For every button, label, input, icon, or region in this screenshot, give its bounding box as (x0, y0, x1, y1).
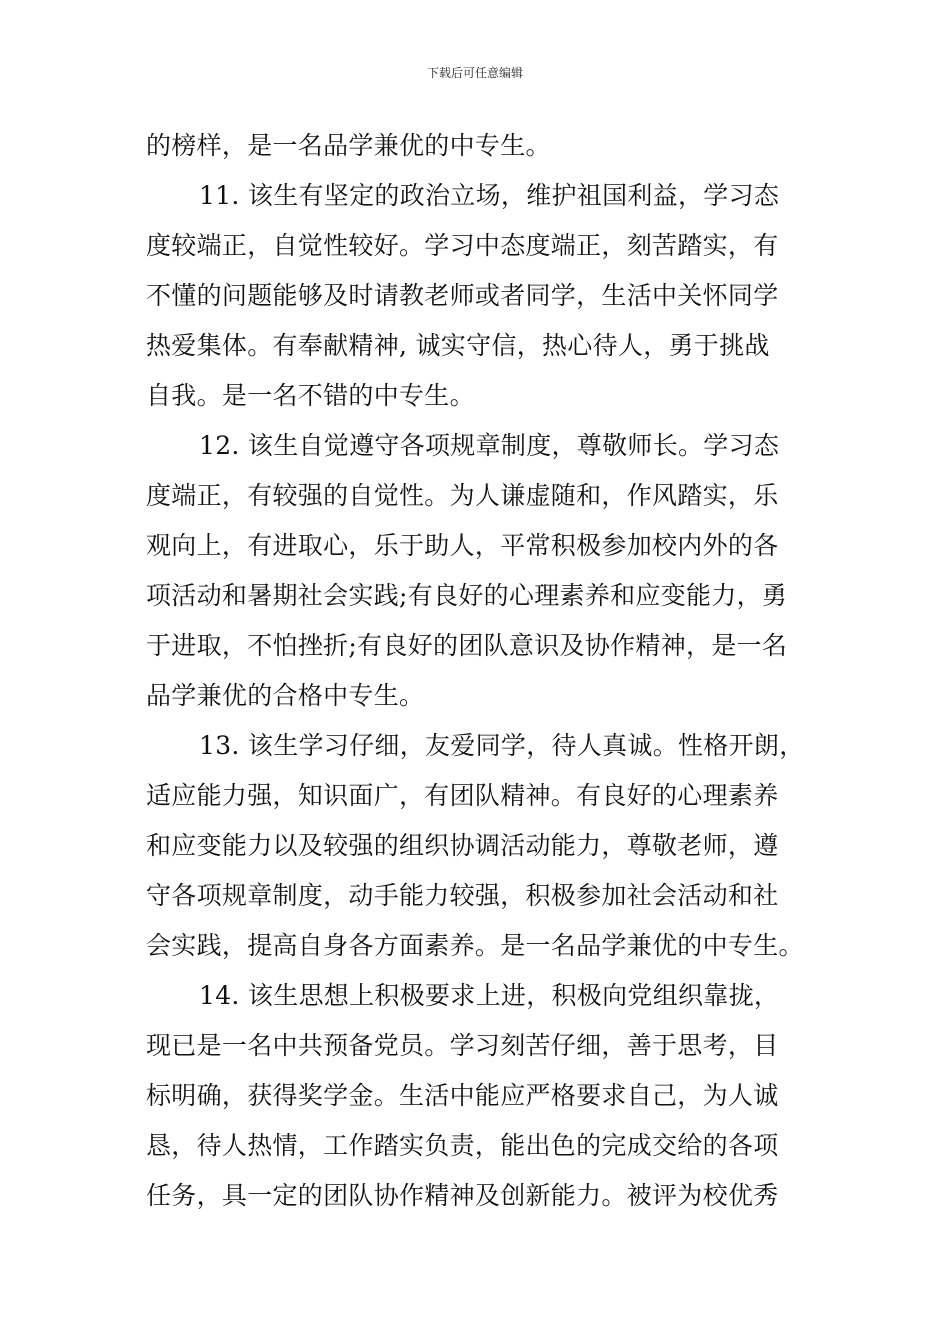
page-header: 下载后可任意编辑 (426, 66, 523, 80)
text-line: 11. 该生有坚定的政治立场，维护祖国利益，学习态 (199, 181, 780, 210)
text-line: 不懂的问题能够及时请教老师或者同学，生活中关怀同学 (146, 281, 779, 310)
text-line: 项活动和暑期社会实践;有良好的心理素养和应变能力，勇 (146, 581, 788, 610)
text-line: 适应能力强，知识面广，有团队精神。有良好的心理素养 (146, 781, 779, 810)
document-body (146, 128, 811, 1228)
text-line: 热爱集体。有奉献精神, 诚实守信，热心待人，勇于挑战 (146, 331, 770, 360)
text-line: 12. 该生自觉遵守各项规章制度，尊敬师长。学习态 (199, 431, 780, 460)
text-line: 品学兼优的合格中专生。 (146, 681, 425, 710)
text-line: 度端正，有较强的自觉性。为人谦虚随和，作风踏实，乐 (146, 481, 779, 510)
text-line: 度较端正，自觉性较好。学习中态度端正，刻苦踏实，有 (146, 231, 779, 260)
text-line: 守各项规章制度，动手能力较强，积极参加社会活动和社 (146, 881, 779, 910)
text-line: 和应变能力以及较强的组织协调活动能力，尊敬老师，遵 (146, 831, 779, 860)
text-line: 标明确，获得奖学金。生活中能应严格要求自己，为人诚 (146, 1081, 779, 1110)
text-line: 的榜样，是一名品学兼优的中专生。 (146, 131, 551, 160)
text-line: 14. 该生思想上积极要求上进，积极向党组织靠拢， (199, 981, 780, 1010)
text-line: 观向上，有进取心，乐于助人，平常积极参加校内外的各 (146, 531, 779, 560)
text-line: 自我。是一名不错的中专生。 (146, 381, 475, 410)
text-line: 会实践，提高自身各方面素养。是一名品学兼优的中专生。 (146, 931, 804, 960)
text-line: 于进取，不怕挫折;有良好的团队意识及协作精神，是一名 (146, 631, 788, 660)
text-line: 13. 该生学习仔细，友爱同学，待人真诚。性格开朗， (199, 731, 805, 760)
text-line: 恳，待人热情，工作踏实负责，能出色的完成交给的各项 (146, 1131, 779, 1160)
text-line: 现已是一名中共预备党员。学习刻苦仔细，善于思考，目 (146, 1031, 779, 1060)
text-line: 任务，具一定的团队协作精神及创新能力。被评为校优秀 (146, 1181, 779, 1210)
